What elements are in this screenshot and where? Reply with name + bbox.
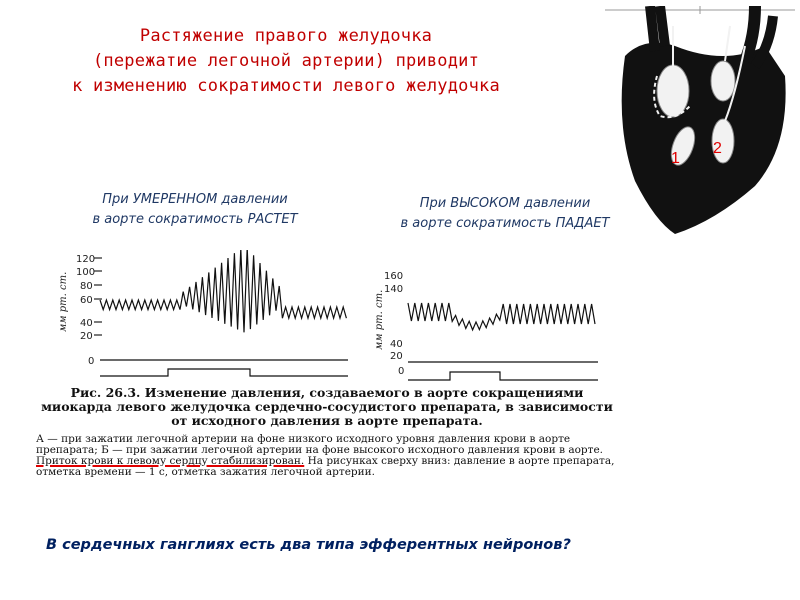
caption-sub-b: На рисунках сверху вниз: давление в аорте препарата, отметка времени — 1 с, отметка зажатия легочной артерии. xyxy=(36,455,615,478)
left-tick-0: 0 xyxy=(88,356,95,367)
right-pressure-trace xyxy=(408,303,595,330)
right-subtitle-line-1: При ВЫСОКОМ давлении xyxy=(419,196,591,211)
caption-sub-a: А — при зажатии легочной артерии на фоне низкого исходного уровня давления крови в аорте препарата; Б — при зажатии легочной артерии на фоне высокого исходного давления крови в аорте. xyxy=(36,433,603,456)
slide-title xyxy=(0,24,572,99)
aortic-pressure-traces xyxy=(30,250,620,390)
caption-main: Рис. 26.3. Изменение давления, создаваемого в аорте сокращениями миокарда левого желудочка сердечно-сосудистого препарата, в зависимости от исходного давления в аорте препарата. xyxy=(41,385,613,428)
right-tick-160: 160 xyxy=(384,271,404,282)
right-tick-20: 20 xyxy=(390,351,403,362)
right-clamp-mark xyxy=(408,372,598,380)
left-tick-120: 120 xyxy=(76,254,96,265)
figure-caption xyxy=(36,386,618,478)
left-pressure-trace xyxy=(100,250,346,332)
title-line-1: Растяжение правого желудочка xyxy=(139,26,433,46)
right-tick-0: 0 xyxy=(398,366,405,377)
right-ylabel: мм рт. ст. xyxy=(374,289,385,350)
right-tick-140: 140 xyxy=(384,284,404,295)
left-clamp-mark xyxy=(100,369,348,376)
left-subtitle-line-1: При УМЕРЕННОМ давлении xyxy=(102,192,288,207)
right-subtitle-line-2: в аорте сократимость ПАДАЕТ xyxy=(400,216,610,231)
left-subtitle xyxy=(60,190,330,230)
caption-sub-underlined: Приток крови к левому сердцу стабилизирован. xyxy=(36,455,305,467)
caption-sub xyxy=(36,434,618,478)
right-tick-40: 40 xyxy=(390,339,403,350)
title-line-2: (пережатие легочной артерии) приводит xyxy=(92,51,480,71)
left-tick-60: 60 xyxy=(80,295,93,306)
left-tick-20: 20 xyxy=(80,331,93,342)
left-tick-80: 80 xyxy=(80,281,93,292)
left-subtitle-line-2: в аорте сократимость РАСТЕТ xyxy=(92,212,298,227)
heart-label-1: 1 xyxy=(671,150,680,167)
right-subtitle xyxy=(370,194,640,234)
left-tick-40: 40 xyxy=(80,318,93,329)
title-line-3: к изменению сократимости левого желудочка xyxy=(72,76,500,96)
bottom-question: В сердечных ганглиях есть два типа эфферентных нейронов? xyxy=(46,537,571,553)
heart-label-2: 2 xyxy=(713,140,722,157)
left-trace-panel xyxy=(58,250,348,376)
left-ylabel: мм рт. ст. xyxy=(58,271,69,332)
right-trace-panel xyxy=(374,271,598,380)
left-tick-100: 100 xyxy=(76,267,96,278)
